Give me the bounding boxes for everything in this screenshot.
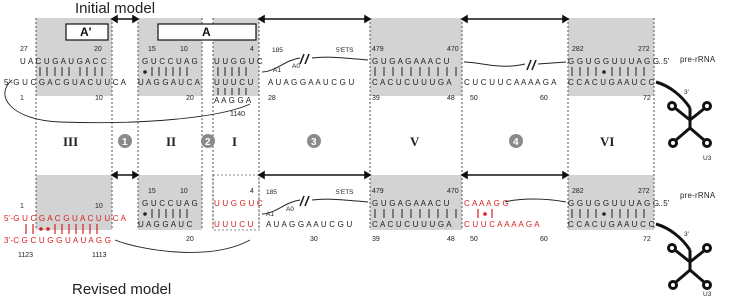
bottom-v-top: G U G A G A A A C U [372, 199, 450, 208]
u3-top-label: U3 [703, 155, 712, 162]
top-num-272: 272 [638, 46, 650, 53]
bottom-num-185: 185 [266, 189, 277, 196]
bottom-end-5prime: ...5' [656, 199, 670, 208]
top-ets-strand-2 [312, 57, 368, 60]
top-num-1140: 1140 [230, 111, 246, 118]
bottom-num-10: 10 [95, 203, 103, 210]
top-num-4: 4 [250, 46, 254, 53]
bottom-seg3-bottom: U U U C U [214, 220, 254, 229]
circle-marker-4-label: 4 [513, 137, 519, 148]
region-v-label: V [410, 134, 420, 149]
top-break-mark-1 [300, 54, 309, 64]
region-iii-label: III [63, 134, 79, 149]
top-vi-bottom: C C A C U G A A U C C [568, 78, 655, 87]
top-num-10a: 10 [95, 95, 103, 102]
bottom-seg3-top: U U G G U C [214, 199, 263, 208]
top-v-top: G U G A G A A A C U [372, 57, 450, 66]
bottom-a0-label: A0 [286, 206, 294, 213]
top-mid-seq: A U A G G A A U C G U [268, 78, 355, 87]
top-seg3-loop: A A G G A [214, 96, 252, 105]
top-num-20a: 20 [94, 46, 102, 53]
top-mid2-seq: C U C U U C A A A A G A [464, 78, 557, 87]
bottom-num-1123: 1123 [18, 252, 34, 259]
bottom-num-479: 479 [372, 188, 384, 195]
bottom-num-30: 30 [310, 236, 318, 243]
bottom-a1-label: A1 [266, 211, 274, 218]
top-seg2-top: G U C C U A G [142, 57, 198, 66]
top-num-27: 27 [20, 46, 28, 53]
bottom-num-4: 4 [250, 188, 254, 195]
bottom-seg2-bottom: U A G G A U C [138, 220, 193, 229]
region-ii-label: II [166, 134, 177, 149]
top-end-5prime: ...5' [656, 57, 670, 66]
bottom-red-gu-dot [483, 212, 487, 216]
top-num-1: 1 [20, 95, 24, 102]
bottom-num-20: 20 [186, 236, 194, 243]
top-ets-label: 5'ETS [336, 47, 354, 54]
top-vi-top: G G U G G U U U A G G [568, 57, 660, 66]
region-vi-label: VI [600, 134, 615, 149]
top-seg1-top: U A C U G A U G A C C [20, 57, 107, 66]
bottom-vi-bottom: C C A C U G A A U C C [568, 220, 655, 229]
top-seg2-bottom: U A G G A U C A [138, 78, 201, 87]
circle-marker-2-label: 2 [205, 137, 211, 148]
top-num-39: 39 [372, 95, 380, 102]
bottom-num-48: 48 [447, 236, 455, 243]
circle-marker-1 [118, 134, 132, 148]
bottom-seg2-top: G U C C U A G [142, 199, 198, 208]
bottom-vi-gu-dot [602, 212, 606, 216]
top-num-20b: 20 [186, 95, 194, 102]
top-seg3-bottom: U U U C U [214, 78, 254, 87]
circle-marker-1-label: 1 [122, 137, 128, 148]
top-num-479: 479 [372, 46, 384, 53]
top-num-282: 282 [572, 46, 584, 53]
bottom-num-470: 470 [447, 188, 459, 195]
bottom-link-strand [505, 199, 566, 202]
bottom-pre-rrna-label: pre-rRNA [680, 191, 716, 200]
circle-marker-3-label: 3 [311, 137, 317, 148]
bottom-num-15: 15 [148, 188, 156, 195]
top-a1-label: A1 [273, 67, 281, 74]
bottom-seg1-top: 5'-G U C G A C G U A C U U C A [4, 214, 127, 223]
bottom-num-1113: 1113 [92, 252, 107, 259]
top-pre-rrna-label: pre-rRNA [680, 55, 716, 64]
bottom-num-272: 272 [638, 188, 650, 195]
bottom-left-loop [115, 240, 250, 252]
bottom-num-50: 50 [470, 236, 478, 243]
region-i-label: I [232, 134, 238, 149]
top-vi-gu-dot [602, 70, 606, 74]
bottom-seg1-bottom: 3'-C G C U G G U A U A G G [4, 236, 112, 245]
bottom-mid-seq: A U A G G A A U C G U [266, 220, 353, 229]
bottom-num-60: 60 [540, 236, 548, 243]
title-revised-model: Revised model [72, 281, 172, 298]
top-num-72: 72 [643, 95, 651, 102]
u3-bottom-3prime: 3' [684, 231, 689, 238]
bottom-ets-label: 5'ETS [336, 189, 354, 196]
top-link-strand [464, 62, 525, 66]
title-initial-model: Initial model [75, 0, 156, 17]
bottom-red-bottom: C U U C A A A A G A [464, 220, 540, 229]
bottom-num-39: 39 [372, 236, 380, 243]
bottom-num-72: 72 [643, 236, 651, 243]
bottom-ets-strand-2 [312, 199, 368, 202]
circle-marker-2 [201, 134, 215, 148]
bottom-break-mark-1 [300, 196, 309, 206]
top-v-bottom: C A C U C U U U G A [372, 78, 452, 87]
bottom-seg2-gu-dot [143, 212, 147, 216]
box-a-prime-label: A' [80, 25, 92, 39]
bottom-vi-top: G G U G G U U U A G G [568, 199, 660, 208]
circle-marker-3 [307, 134, 321, 148]
u3-bottom-label: U3 [703, 291, 712, 298]
top-a0-label: A0 [292, 63, 300, 70]
top-seg2-gu-dot [143, 70, 147, 74]
top-break-mark-2 [527, 60, 536, 70]
top-num-185: 185 [272, 47, 283, 54]
top-seg3-top: U U G G U C [214, 57, 263, 66]
top-seg1-bottom: 5'-G U C G A C G U A C U U C A [4, 78, 127, 87]
bottom-v-bottom: C A C U C U U U G A [372, 220, 452, 229]
circle-marker-4 [509, 134, 523, 148]
bottom-red-top: C A A A G G [464, 199, 509, 208]
top-num-48: 48 [447, 95, 455, 102]
top-num-15: 15 [148, 46, 156, 53]
top-num-50: 50 [470, 95, 478, 102]
bottom-num-10b: 10 [180, 188, 188, 195]
top-num-470: 470 [447, 46, 459, 53]
u3-top-3prime: 3' [684, 89, 689, 96]
top-num-28: 28 [268, 95, 276, 102]
box-a-label: A [202, 25, 211, 39]
top-num-60: 60 [540, 95, 548, 102]
top-link-strand-2 [538, 62, 566, 64]
bottom-num-1: 1 [20, 203, 24, 210]
bottom-num-282: 282 [572, 188, 584, 195]
top-num-10b: 10 [180, 46, 188, 53]
